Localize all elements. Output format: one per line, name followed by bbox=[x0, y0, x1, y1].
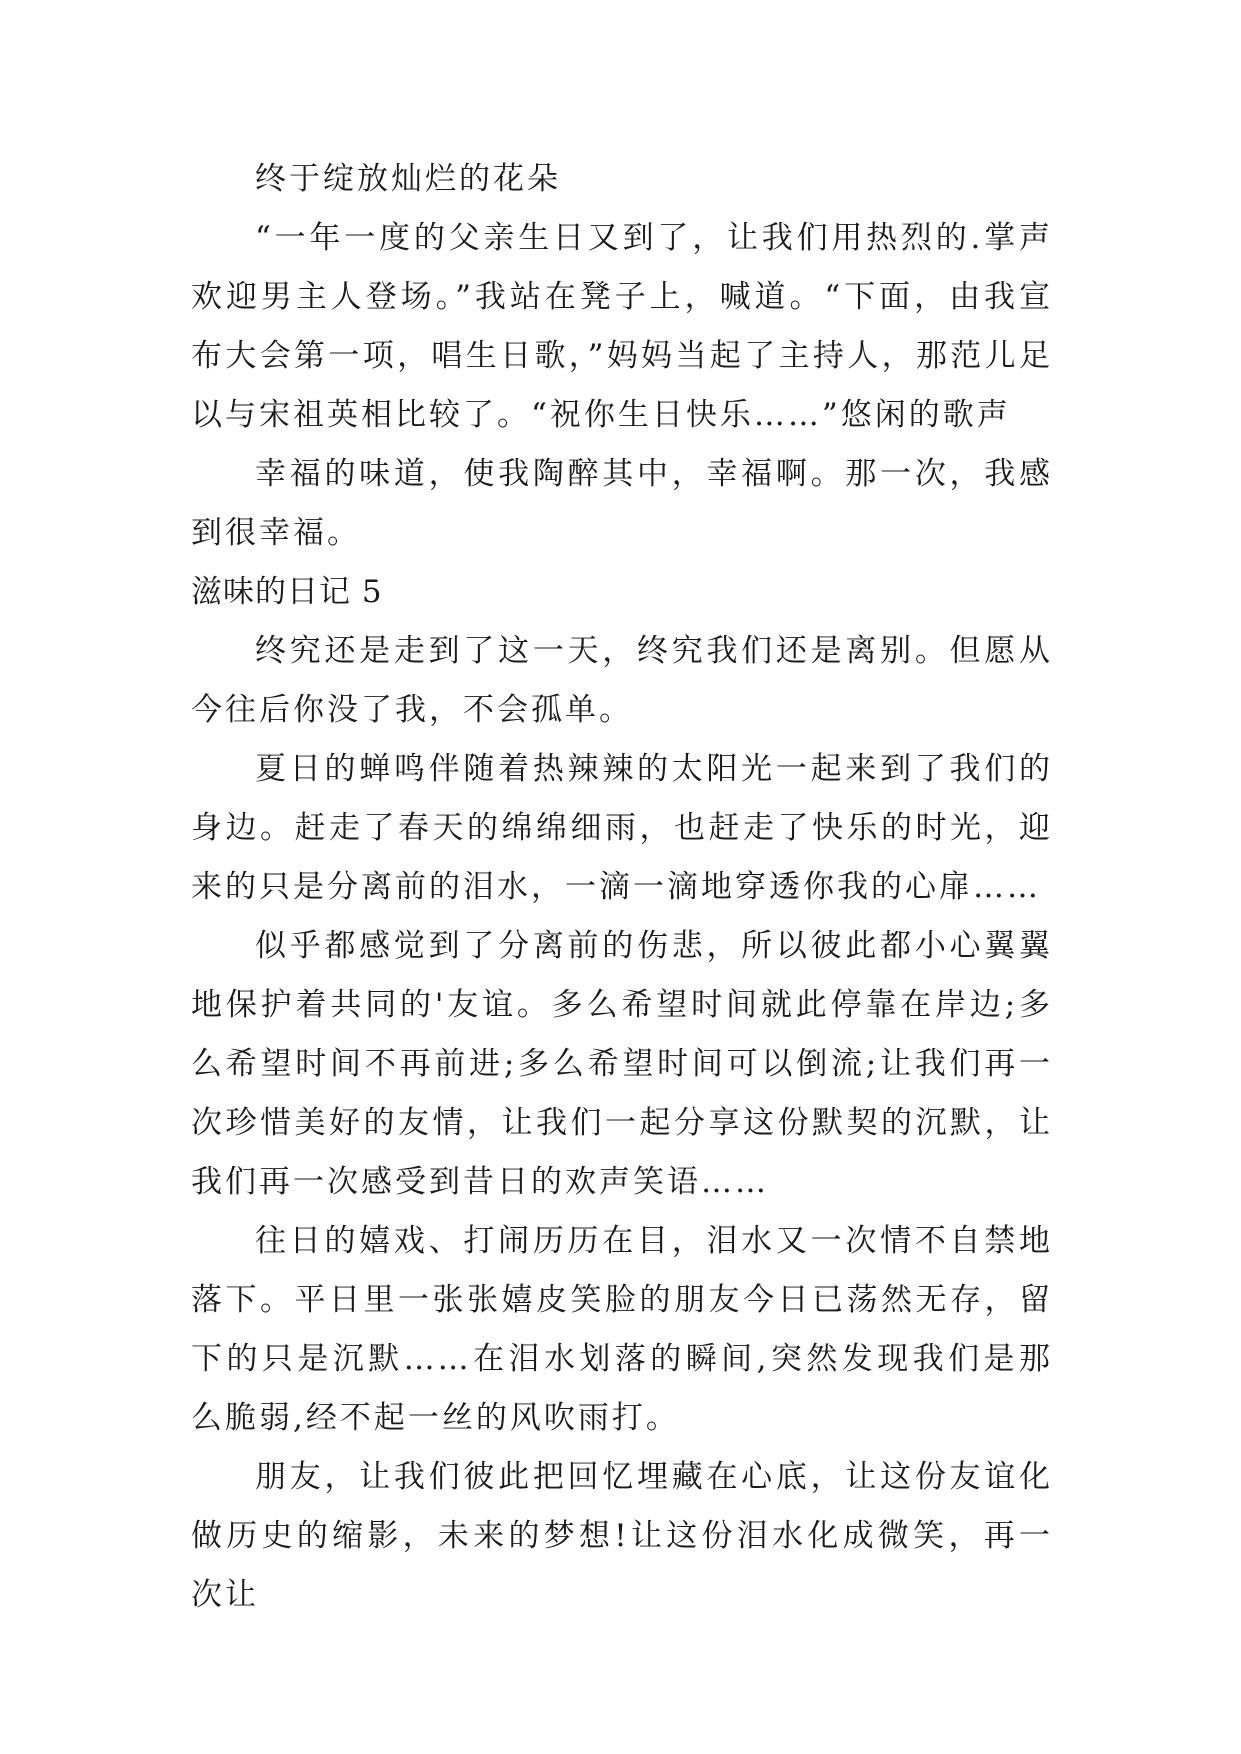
paragraph-text: 终于绽放灿烂的花朵 bbox=[255, 161, 561, 197]
paragraph-text: 似乎都感觉到了分离前的伤悲，所以彼此都小心翼翼地保护着共同的'友谊。多么希望时间就此停靠在岸边;多么希望时间不再前进;多么希望时间可以倒流;让我们再一次珍惜美好的友情，让我们一起分享这份默契的沉默，让我们再一次感受到昔日的欢声笑语…… bbox=[191, 928, 1053, 1200]
paragraph-text: 幸福的味道，使我陶醉其中，幸福啊。那一次，我感到很幸福。 bbox=[191, 456, 1053, 551]
paragraph-text: 往日的嬉戏、打闹历历在目，泪水又一次情不自禁地落下。平日里一张张嬉皮笑脸的朋友今日已荡然无存，留下的只是沉默……在泪水划落的瞬间,突然发现我们是那么脆弱,经不起一丝的风吹雨打。 bbox=[191, 1223, 1053, 1436]
paragraph-text: 终究还是走到了这一天，终究我们还是离别。但愿从今往后你没了我，不会孤单。 bbox=[191, 633, 1053, 728]
paragraph-text: 朋友，让我们彼此把回忆埋藏在心底，让这份友谊化做历史的缩影，未来的梦想!让这份泪水化成微笑，再一次让 bbox=[191, 1459, 1053, 1613]
paragraph-text: “一年一度的父亲生日又到了，让我们用热烈的.掌声欢迎男主人登场。”我站在凳子上，喊道。“下面，由我宣布大会第一项，唱生日歌，”妈妈当起了主持人，那范儿足以与宋祖英相比较了。“祝你生日快乐……”悠闲的歌声 bbox=[191, 220, 1053, 433]
paragraph-text: 夏日的蝉鸣伴随着热辣辣的太阳光一起来到了我们的身边。赶走了春天的绵绵细雨，也赶走了快乐的时光，迎来的只是分离前的泪水，一滴一滴地穿透你我的心扉…… bbox=[191, 751, 1053, 905]
document-page bbox=[191, 150, 1053, 1625]
section-heading: 滋味的日记 5 bbox=[191, 574, 383, 610]
